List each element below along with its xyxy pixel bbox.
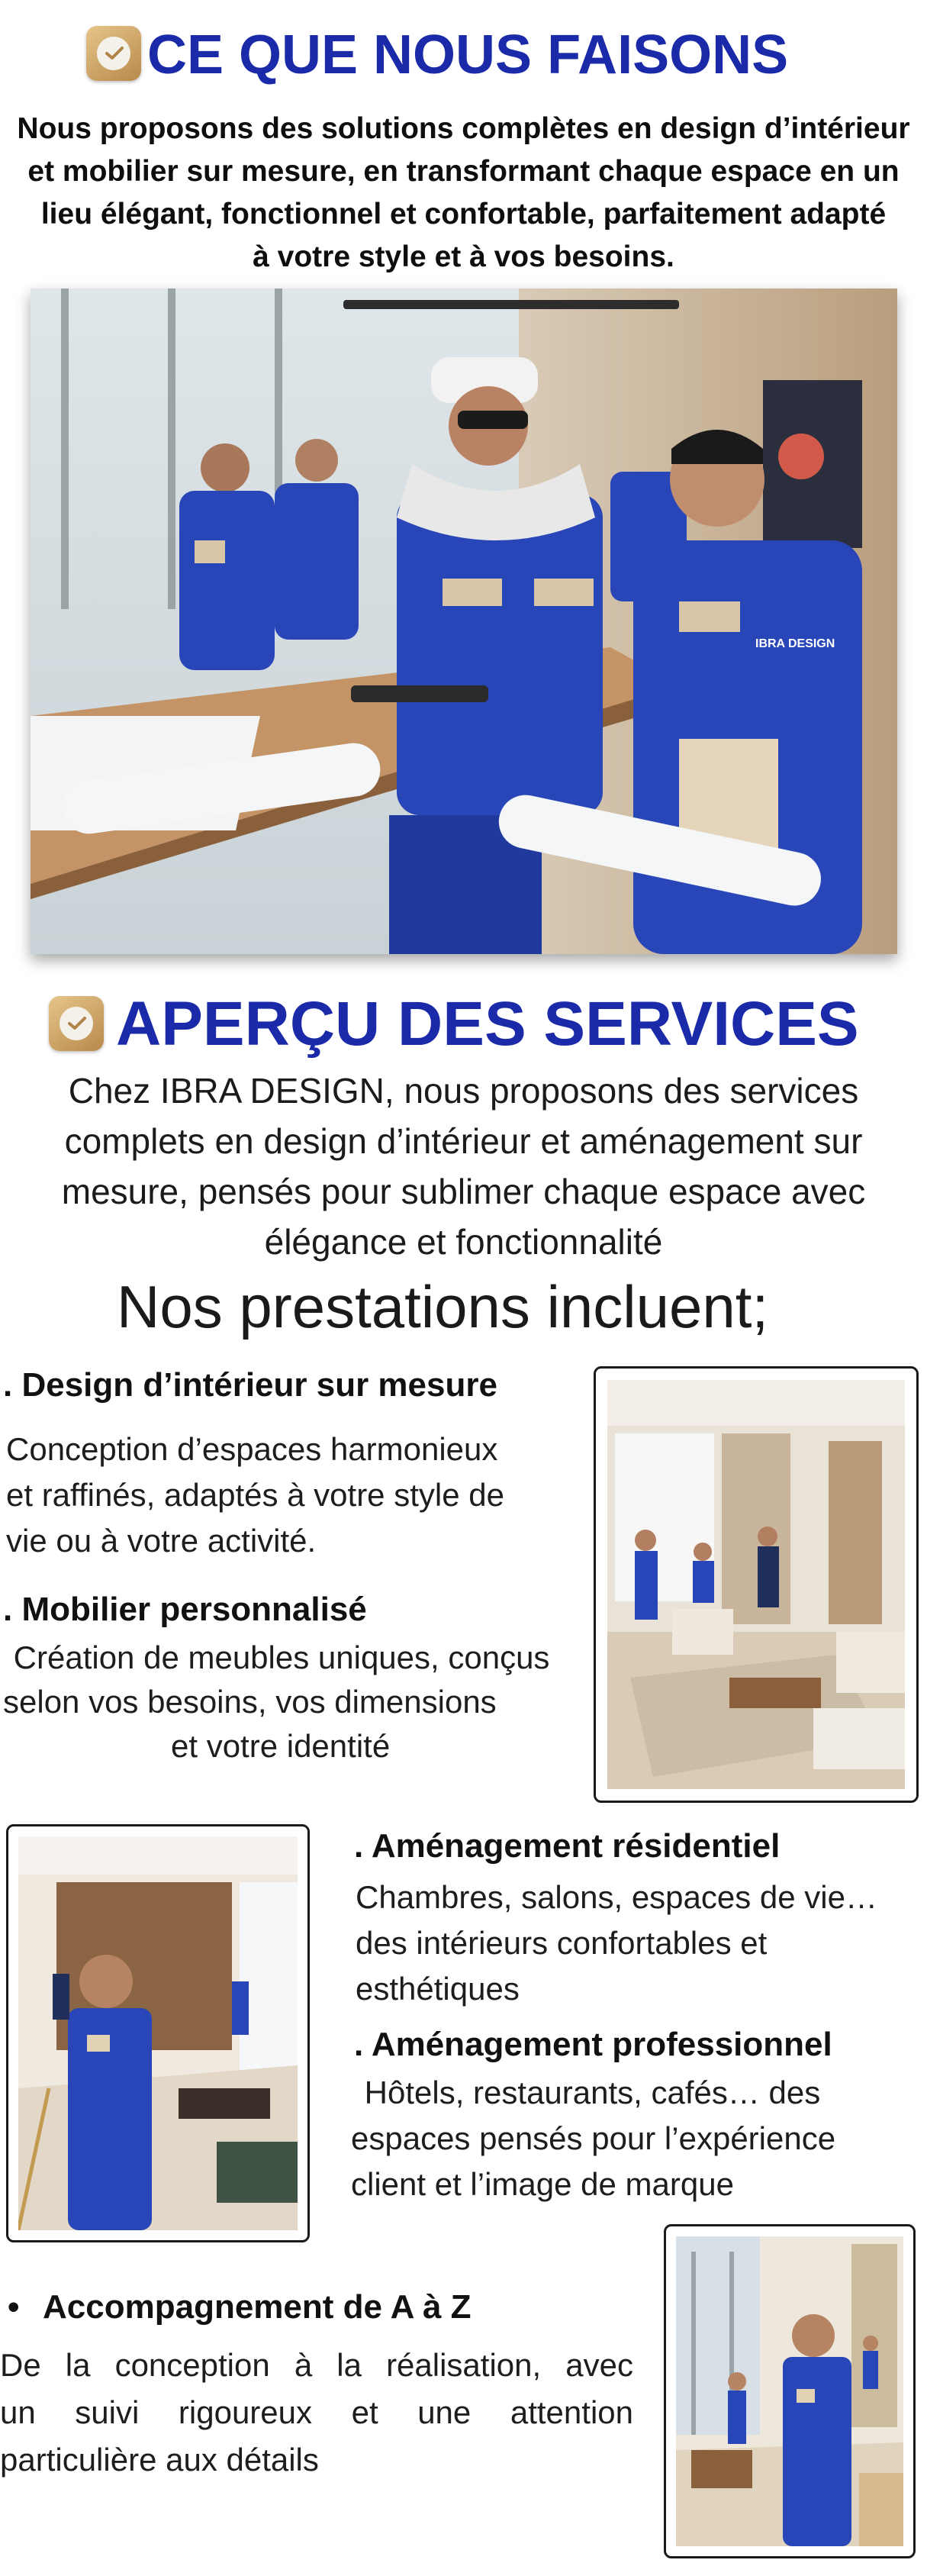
vest-logo-text: IBRA DESIGN — [755, 637, 835, 650]
intro-line: et mobilier sur mesure, en transformant chaque espace en un — [27, 155, 900, 188]
service-line: un suivi rigoureux et une attention — [0, 2394, 633, 2430]
service-title-full-support: Accompagnement de A à Z — [43, 2288, 472, 2326]
service-line: espaces pensés pour l’expérience — [351, 2120, 836, 2156]
service-title-residential: . Aménagement résidentiel — [354, 1827, 781, 1865]
service-line: client et l’image de marque — [351, 2166, 734, 2202]
service-title-custom-furniture: . Mobilier personnalisé — [3, 1591, 367, 1628]
service-line: vie ou à votre activité. — [6, 1523, 317, 1559]
check-badge-icon — [49, 996, 104, 1051]
check-badge-icon — [86, 26, 141, 81]
overview-line: Chez IBRA DESIGN, nous proposons des services — [68, 1071, 859, 1111]
intro-line: à votre style et à vos besoins. — [253, 240, 674, 273]
overview-line: mesure, pensés pour sublimer chaque espace avec — [61, 1172, 866, 1211]
service-line: et votre identité — [171, 1728, 391, 1764]
service-title-professional: . Aménagement professionnel — [354, 2026, 832, 2063]
service-line: et raffinés, adaptés à votre style de — [6, 1477, 504, 1513]
services-subheading: Nos prestations incluent; — [117, 1273, 769, 1340]
section-title-what-we-do: CE QUE NOUS FAISONS — [147, 24, 789, 85]
service-line: esthétiques — [356, 1971, 520, 2007]
service-line: Chambres, salons, espaces de vie… — [356, 1879, 877, 1915]
service-line: Hôtels, restaurants, cafés… des — [356, 2075, 821, 2110]
overview-line: élégance et fonctionnalité — [264, 1222, 663, 1262]
service-line: De la conception à la réalisation, avec — [0, 2347, 633, 2383]
section-title-services-overview: APERÇU DES SERVICES — [116, 989, 859, 1059]
service-line: des intérieurs confortables et — [356, 1925, 768, 1961]
service-line: selon vos besoins, vos dimensions — [3, 1684, 497, 1720]
hero-team-photo — [31, 289, 897, 954]
overview-line: complets en design d’intérieur et aménagement sur — [64, 1121, 863, 1161]
service-line: Conception d’espaces harmonieux — [6, 1431, 498, 1467]
intro-line: lieu élégant, fonctionnel et confortable, parfaitement adapté — [40, 198, 887, 231]
photo-lobby — [18, 1836, 298, 2230]
service-line: Création de meubles uniques, conçus — [5, 1639, 550, 1675]
intro-line: Nous proposons des solutions complètes en design d’intérieur — [17, 112, 910, 145]
service-bullet: • — [8, 2288, 20, 2326]
photo-showroom — [676, 2236, 903, 2546]
photo-living-room — [607, 1380, 905, 1789]
service-line: particulière aux détails — [0, 2442, 319, 2478]
service-title-custom-interior: . Design d’intérieur sur mesure — [3, 1366, 497, 1404]
